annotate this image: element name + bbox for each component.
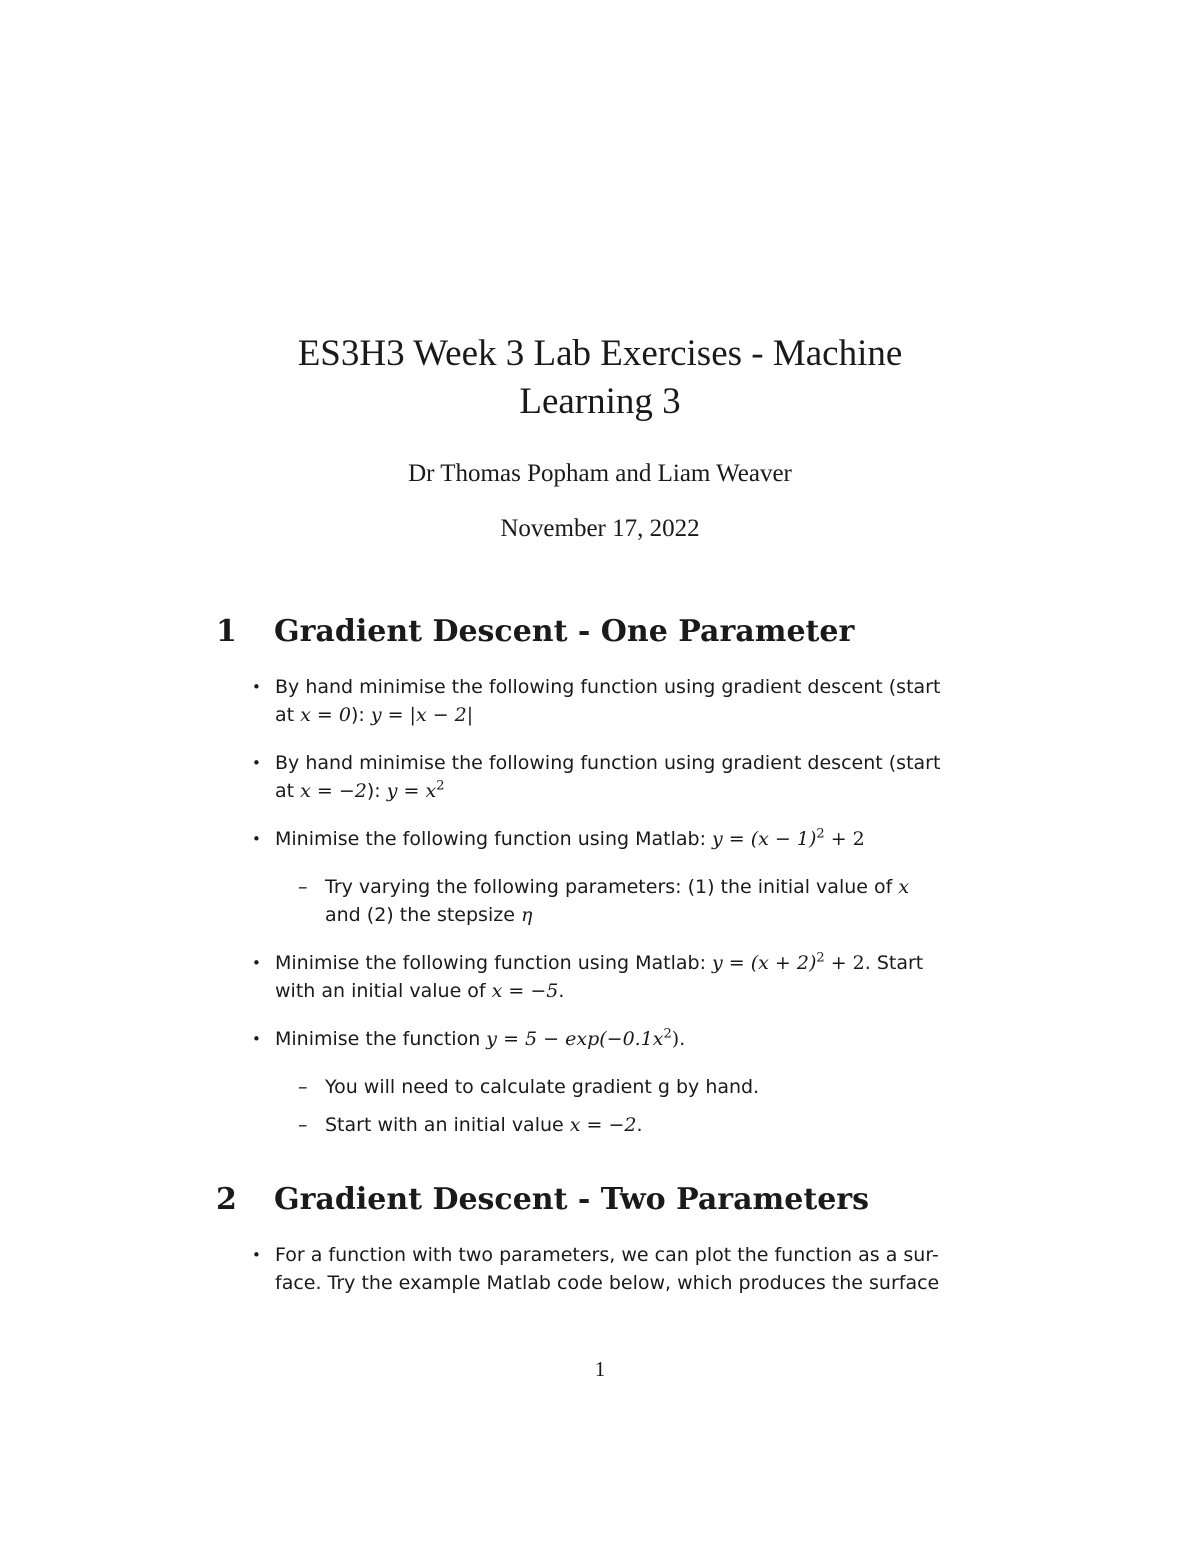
sub-list-item (298, 1111, 985, 1139)
item-text-line2: with an initial value of x = −5. (275, 980, 565, 1002)
section-number: 2 (216, 1182, 237, 1217)
subitem-text-line2: and (2) the stepsize η (325, 904, 533, 926)
sub-list-item (298, 1073, 985, 1101)
bullet-icon: • (252, 678, 261, 696)
item-text: Minimise the following function using Matlab: $y = (x + 2)^2 + 2$. Start (275, 950, 924, 974)
item-text: Minimise the function $y = 5 - \exp(-0.1x^2)$. (275, 1026, 686, 1050)
item-text-line2: at x = −2): $y = x^2$ (275, 778, 445, 802)
item-text-line2: at x = 0): y = |x − 2| (275, 704, 474, 726)
dash-icon: – (298, 1076, 308, 1098)
list-item (252, 825, 985, 853)
bullet-icon: • (252, 754, 261, 772)
subitem-text: Start with an initial value x = −2. (325, 1114, 643, 1136)
item-text-line2: face. Try the example Matlab code below, which produces the surface (275, 1272, 940, 1294)
document-title (200, 330, 1000, 426)
bullet-icon: • (252, 1246, 261, 1264)
section-heading-1 (216, 612, 996, 652)
page-number: 1 (594, 1357, 606, 1381)
list-item (252, 1025, 985, 1053)
section-title: Gradient Descent - One Parameter (274, 614, 855, 649)
subitem-text: Try varying the following parameters: (1) the initial value of x (325, 876, 910, 898)
bullet-icon: • (252, 1030, 261, 1048)
title-line-2: Learning 3 (519, 381, 681, 422)
item-text: For a function with two parameters, we can plot the function as a sur- (275, 1244, 939, 1266)
list-item (252, 1241, 985, 1297)
sub-list-item (298, 873, 985, 929)
item-text: Minimise the following function using Matlab: $y = (x - 1)^2 + 2$ (275, 826, 865, 850)
list-item (252, 949, 985, 1005)
dash-icon: – (298, 876, 308, 898)
document-authors: Dr Thomas Popham and Liam Weaver (408, 460, 792, 487)
bullet-icon: • (252, 954, 261, 972)
section-heading-2 (216, 1180, 996, 1220)
dash-icon: – (298, 1114, 308, 1136)
title-line-1: ES3H3 Week 3 Lab Exercises - Machine (297, 333, 903, 374)
list-item (252, 673, 985, 729)
item-text: By hand minimise the following function using gradient descent (start (275, 752, 941, 774)
subitem-text: You will need to calculate gradient g by hand. (325, 1076, 760, 1098)
section-title: Gradient Descent - Two Parameters (274, 1182, 870, 1217)
document-date: November 17, 2022 (500, 515, 700, 542)
list-item (252, 749, 985, 805)
item-text: By hand minimise the following function using gradient descent (start (275, 676, 941, 698)
bullet-icon: • (252, 830, 261, 848)
section-number: 1 (216, 614, 237, 649)
